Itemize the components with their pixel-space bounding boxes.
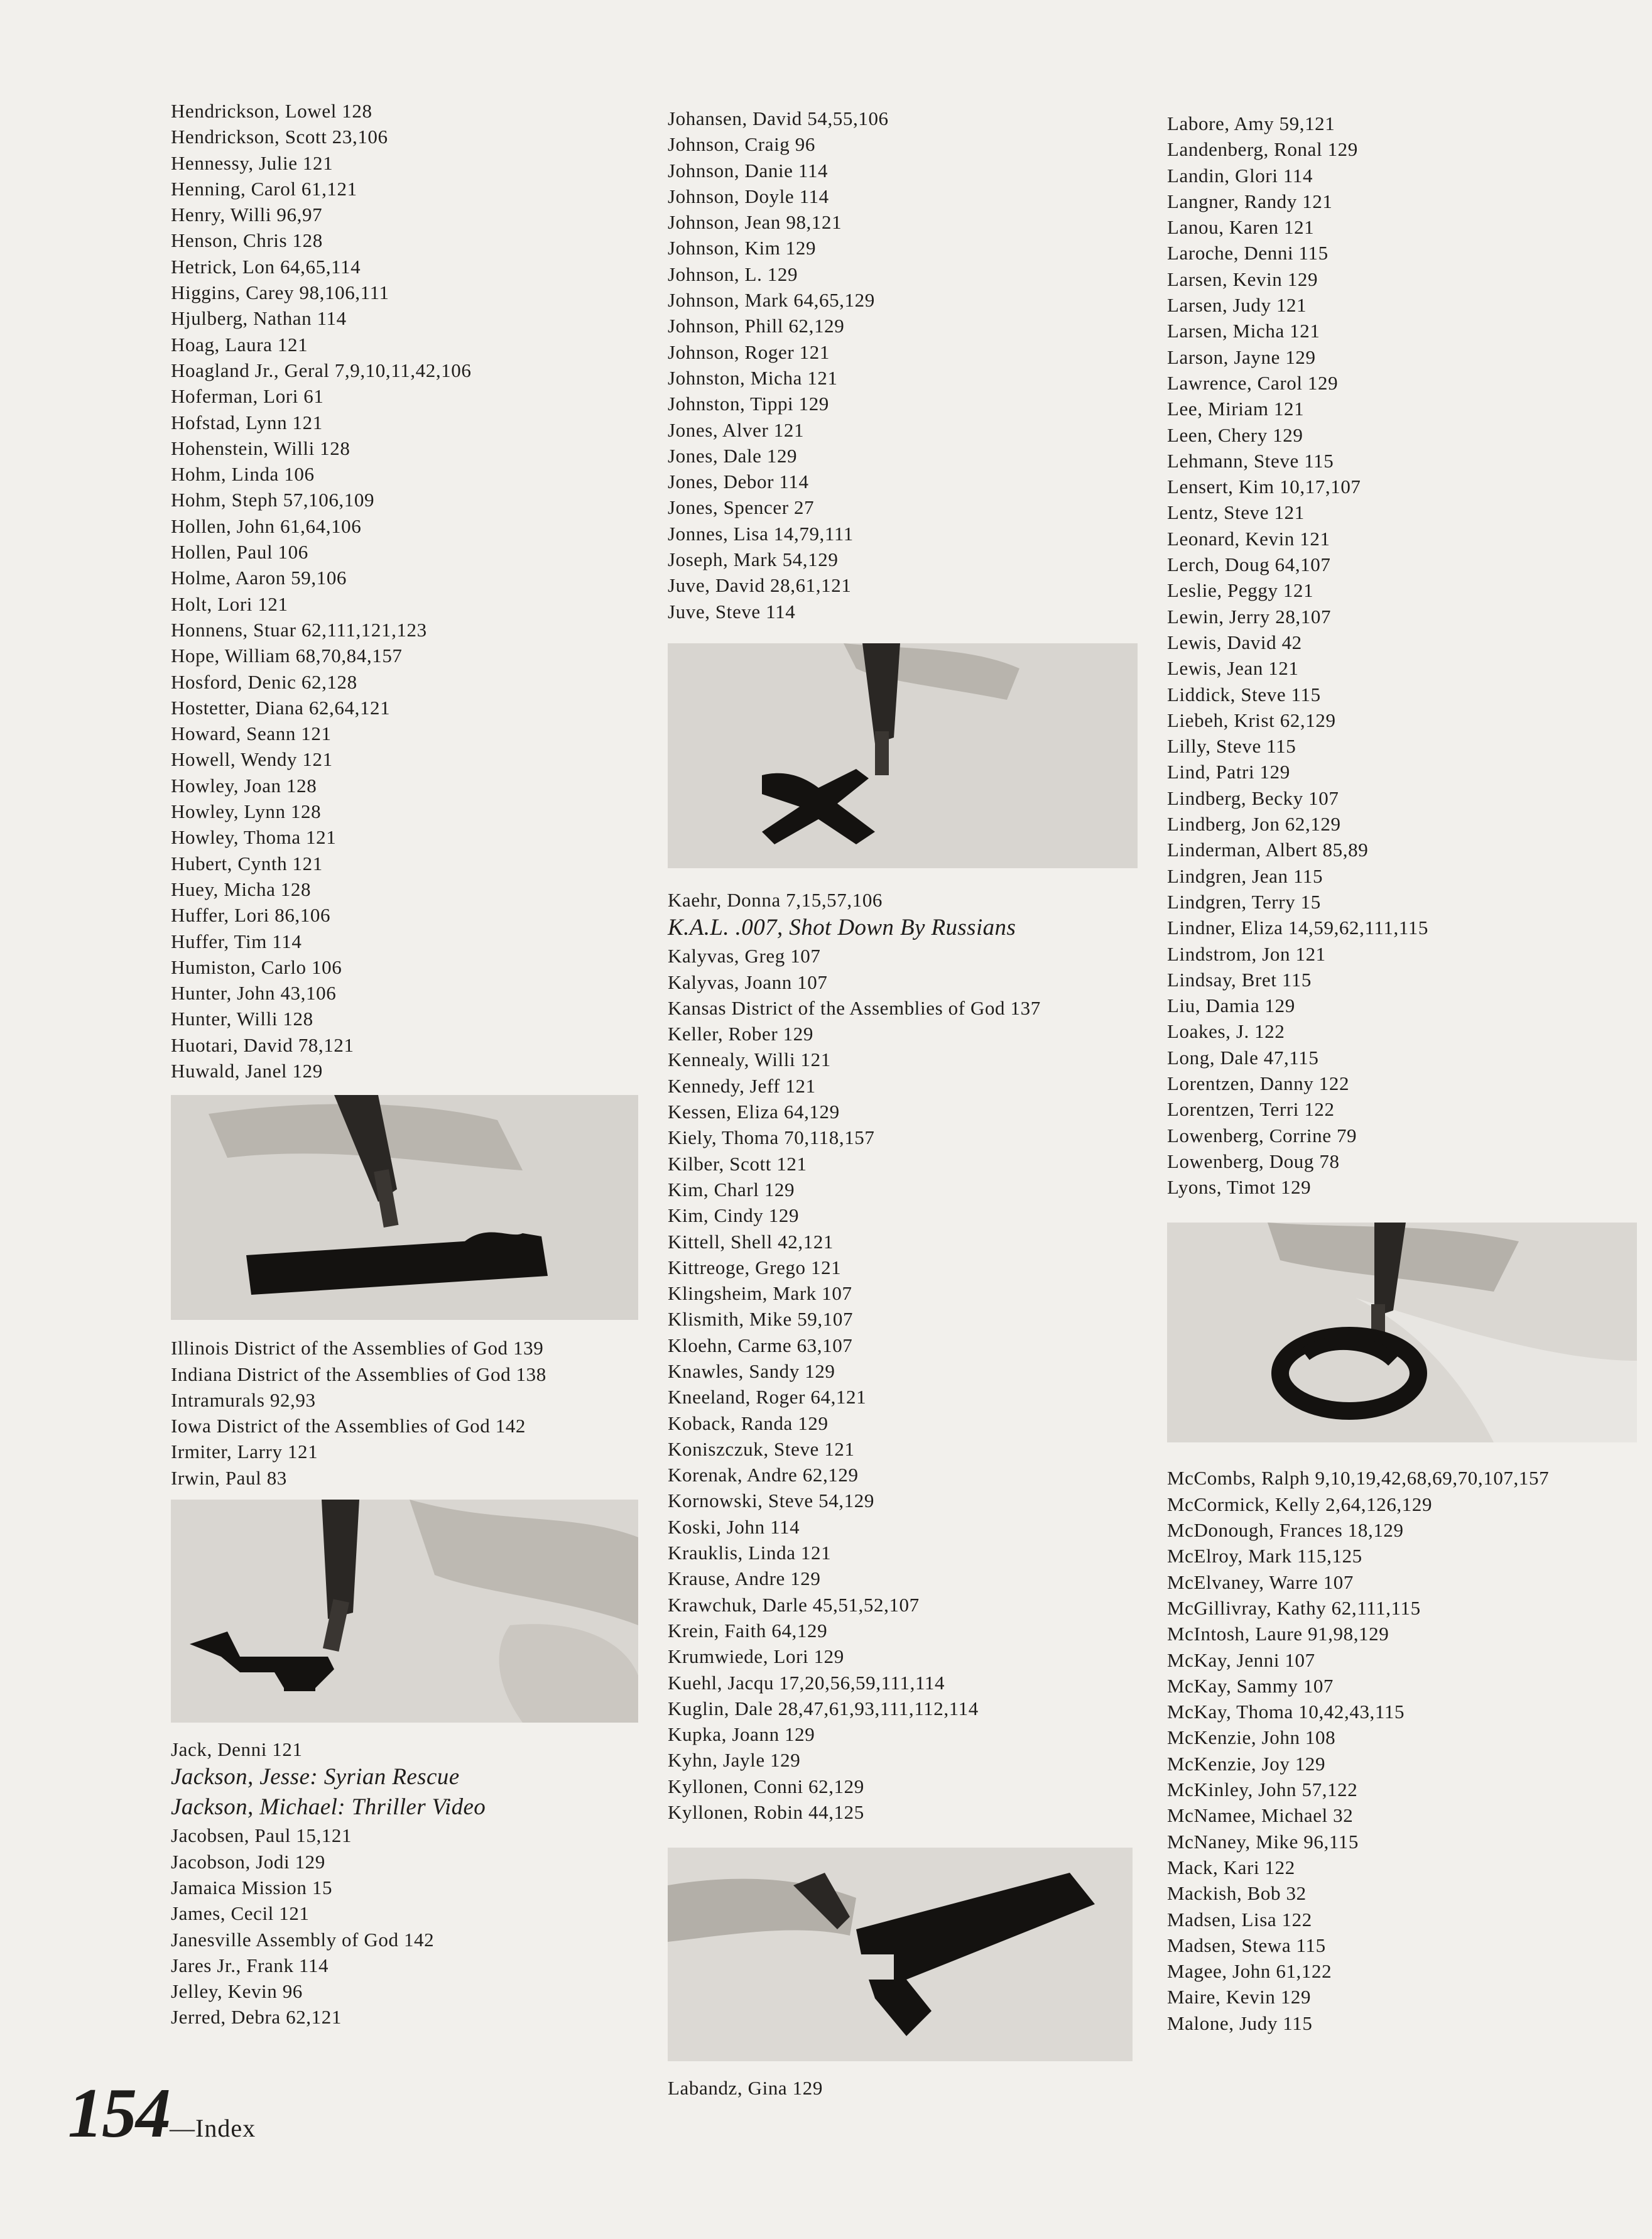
index-entry: Kyllonen, Conni 62,129 [668, 1775, 864, 1797]
index-entry: McElvaney, Warre 107 [1167, 1571, 1354, 1593]
index-entry: Hennessy, Julie 121 [171, 151, 334, 174]
index-entry: McKay, Sammy 107 [1167, 1674, 1334, 1697]
index-entry: Hetrick, Lon 64,65,114 [171, 255, 361, 278]
entry-list-m [1167, 1465, 1632, 2036]
index-entry: Lee, Miriam 121 [1167, 398, 1305, 420]
index-entry: Jack, Denni 121 [171, 1738, 303, 1761]
index-entry: Malone, Judy 115 [1167, 2012, 1313, 2034]
index-entry: Indiana District of the Assemblies of God 138 [171, 1363, 546, 1385]
index-entry: Koski, John 114 [668, 1515, 800, 1538]
index-entry: Kloehn, Carme 63,107 [668, 1334, 853, 1356]
index-entry: Kittell, Shell 42,121 [668, 1230, 834, 1253]
index-entry: Larsen, Judy 121 [1167, 294, 1307, 317]
index-entry: Lindberg, Jon 62,129 [1167, 813, 1341, 836]
index-entry: Larsen, Kevin 129 [1167, 268, 1318, 290]
index-entry: Leonard, Kevin 121 [1167, 527, 1330, 550]
section-label: —Index [170, 2114, 256, 2142]
index-entry: Hohm, Steph 57,106,109 [171, 489, 375, 511]
entry-list-jo [668, 106, 1151, 624]
index-entry: Iowa District of the Assemblies of God 142 [171, 1415, 526, 1437]
index-entry: K.A.L. .007, Shot Down By Russians [668, 915, 1016, 941]
index-entry: Johnson, Kim 129 [668, 237, 817, 259]
index-entry: Keller, Rober 129 [668, 1023, 813, 1045]
index-entry: Leslie, Peggy 121 [1167, 579, 1314, 602]
index-entry: Koback, Randa 129 [668, 1412, 829, 1434]
index-entry: McNaney, Mike 96,115 [1167, 1830, 1359, 1853]
index-column-2 [668, 106, 1151, 2101]
index-entry: Kyllonen, Robin 44,125 [668, 1801, 864, 1824]
index-entry: Kuglin, Dale 28,47,61,93,111,112,114 [668, 1697, 979, 1719]
index-entry: Lorentzen, Terri 122 [1167, 1098, 1335, 1121]
index-entry: Juve, Steve 114 [668, 600, 796, 623]
index-entry: Krause, Andre 129 [668, 1567, 821, 1590]
index-entry: Liebeh, Krist 62,129 [1167, 709, 1336, 731]
index-entry: Klingsheim, Mark 107 [668, 1282, 852, 1305]
index-entry: Jacobsen, Paul 15,121 [171, 1824, 352, 1847]
index-entry: Leen, Chery 129 [1167, 423, 1303, 446]
index-entry: Hendrickson, Lowel 128 [171, 100, 372, 122]
index-entry: Lind, Patri 129 [1167, 761, 1290, 783]
calligraphy-photo-k [668, 643, 1138, 868]
index-entry: Krumwiede, Lori 129 [668, 1645, 844, 1668]
index-entry: Hollen, Paul 106 [171, 541, 308, 564]
index-entry: Huffer, Tim 114 [171, 930, 302, 952]
index-entry: Mack, Kari 122 [1167, 1856, 1295, 1878]
index-entry: Larsen, Micha 121 [1167, 320, 1320, 342]
index-entry: Madsen, Stewa 115 [1167, 1934, 1326, 1956]
index-entry: Irmiter, Larry 121 [171, 1441, 318, 1463]
index-entry: Huwald, Janel 129 [171, 1059, 323, 1082]
index-entry: Hohenstein, Willi 128 [171, 437, 351, 459]
index-entry: McCormick, Kelly 2,64,126,129 [1167, 1493, 1433, 1515]
index-entry: Madsen, Lisa 122 [1167, 1908, 1312, 1931]
index-entry: Laroche, Denni 115 [1167, 242, 1329, 264]
index-entry: Lowenberg, Doug 78 [1167, 1150, 1340, 1172]
index-entry: McKenzie, John 108 [1167, 1726, 1336, 1749]
index-entry: Johnson, Roger 121 [668, 340, 830, 363]
index-entry: James, Cecil 121 [171, 1902, 310, 1925]
index-entry: McElroy, Mark 115,125 [1167, 1545, 1362, 1567]
entry-list-j [171, 1736, 648, 2030]
index-entry: Kessen, Eliza 64,129 [668, 1101, 840, 1123]
index-entry: Long, Dale 47,115 [1167, 1046, 1319, 1069]
index-column-1 [171, 98, 648, 2030]
index-entry: Knawles, Sandy 129 [668, 1359, 835, 1382]
index-entry: Johnston, Tippi 129 [668, 393, 829, 415]
index-entry: Johansen, David 54,55,106 [668, 107, 889, 129]
index-entry: Lewis, David 42 [1167, 631, 1302, 653]
index-entry: Huotari, David 78,121 [171, 1033, 354, 1056]
index-entry: Illinois District of the Assemblies of God 139 [171, 1337, 544, 1359]
index-entry: Magee, John 61,122 [1167, 1960, 1332, 1983]
index-entry: Krawchuk, Darle 45,51,52,107 [668, 1593, 920, 1616]
index-entry: Koniszczuk, Steve 121 [668, 1437, 855, 1460]
index-entry: Jelley, Kevin 96 [171, 1980, 303, 2003]
index-entry: Johnston, Micha 121 [668, 366, 838, 389]
index-entry: Howley, Thoma 121 [171, 826, 337, 849]
index-entry: Larson, Jayne 129 [1167, 346, 1316, 368]
index-entry: Lawrence, Carol 129 [1167, 371, 1339, 394]
index-entry: Henning, Carol 61,121 [171, 177, 357, 200]
index-entry: Lindgren, Jean 115 [1167, 864, 1323, 887]
index-entry: Kittreoge, Grego 121 [668, 1256, 842, 1278]
index-entry: Jacobson, Jodi 129 [171, 1850, 325, 1873]
index-entry: Holt, Lori 121 [171, 592, 288, 615]
index-entry: Intramurals 92,93 [171, 1388, 316, 1411]
index-entry: Hofstad, Lynn 121 [171, 411, 323, 433]
index-entry: Hostetter, Diana 62,64,121 [171, 696, 391, 719]
index-entry: Henson, Chris 128 [171, 229, 323, 252]
index-entry: Joseph, Mark 54,129 [668, 548, 839, 571]
entry-list-k [668, 887, 1151, 1825]
index-entry: Kuehl, Jacqu 17,20,56,59,111,114 [668, 1671, 945, 1694]
index-entry: Liu, Damia 129 [1167, 994, 1295, 1017]
index-entry: Hope, William 68,70,84,157 [171, 645, 403, 667]
index-entry: Labandz, Gina 129 [668, 2077, 823, 2100]
index-entry: McCombs, Ralph 9,10,19,42,68,69,70,107,157 [1167, 1467, 1550, 1490]
index-entry: Kilber, Scott 121 [668, 1152, 807, 1175]
index-entry: Johnson, Jean 98,121 [668, 211, 842, 234]
index-entry: McKinley, John 57,122 [1167, 1779, 1358, 1801]
index-entry: Hoagland Jr., Geral 7,9,10,11,42,106 [171, 359, 472, 381]
index-entry: Howell, Wendy 121 [171, 748, 333, 771]
index-entry: McDonough, Frances 18,129 [1167, 1519, 1404, 1542]
calligraphy-photo-bar [171, 1095, 638, 1320]
index-entry: Jonnes, Lisa 14,79,111 [668, 522, 854, 545]
index-entry: Hosford, Denic 62,128 [171, 670, 357, 693]
index-entry: Lewis, Jean 121 [1167, 657, 1299, 680]
index-entry: Klismith, Mike 59,107 [668, 1308, 854, 1331]
index-entry: Howard, Seann 121 [171, 722, 332, 745]
index-entry: Lanou, Karen 121 [1167, 216, 1315, 239]
index-entry: Kennedy, Jeff 121 [668, 1074, 816, 1097]
page-folio [68, 2073, 256, 2154]
index-entry: Jares Jr., Frank 114 [171, 1954, 329, 1976]
index-entry: Holme, Aaron 59,106 [171, 567, 347, 589]
index-entry: Maire, Kevin 129 [1167, 1986, 1312, 2008]
index-entry: Jones, Spencer 27 [668, 496, 815, 519]
index-entry: Lowenberg, Corrine 79 [1167, 1124, 1357, 1147]
index-entry: Landenberg, Ronal 129 [1167, 138, 1358, 161]
index-entry: Lindstrom, Jon 121 [1167, 942, 1326, 965]
index-entry: Kim, Charl 129 [668, 1178, 795, 1201]
index-entry: Lerch, Doug 64,107 [1167, 553, 1331, 576]
index-entry: Hjulberg, Nathan 114 [171, 307, 347, 330]
entry-list-i [171, 1335, 648, 1491]
index-entry: Hollen, John 61,64,106 [171, 515, 362, 537]
index-entry: Henry, Willi 96,97 [171, 204, 323, 226]
index-entry: Jamaica Mission 15 [171, 1876, 333, 1899]
index-entry: McNamee, Michael 32 [1167, 1804, 1354, 1827]
index-entry: Jackson, Michael: Thriller Video [171, 1794, 486, 1821]
index-entry: McKay, Jenni 107 [1167, 1648, 1315, 1671]
index-entry: Kiely, Thoma 70,118,157 [668, 1126, 875, 1149]
index-entry: Langner, Randy 121 [1167, 190, 1333, 212]
index-entry: Lentz, Steve 121 [1167, 501, 1305, 524]
index-entry: Lilly, Steve 115 [1167, 735, 1296, 758]
index-entry: Huey, Micha 128 [171, 878, 312, 900]
index-entry: Jones, Alver 121 [668, 418, 805, 441]
index-entry: Johnson, Phill 62,129 [668, 315, 845, 337]
index-entry: Krein, Faith 64,129 [668, 1619, 828, 1642]
index-entry: Kupka, Joann 129 [668, 1723, 815, 1746]
page-number: 154 [68, 2074, 170, 2152]
index-entry: McKay, Thoma 10,42,43,115 [1167, 1701, 1405, 1723]
index-entry: Howley, Lynn 128 [171, 800, 322, 823]
index-entry: Johnson, Mark 64,65,129 [668, 289, 875, 312]
calligraphy-photo-l [668, 1848, 1133, 2061]
index-entry: Jones, Dale 129 [668, 444, 798, 467]
entry-list-h [171, 98, 648, 1084]
calligraphy-photo-j [171, 1500, 638, 1723]
index-entry: Korenak, Andre 62,129 [668, 1464, 859, 1486]
index-entry: Lensert, Kim 10,17,107 [1167, 476, 1361, 498]
index-entry: Liddick, Steve 115 [1167, 683, 1321, 705]
index-entry: Huffer, Lori 86,106 [171, 904, 331, 927]
index-entry: Hunter, John 43,106 [171, 982, 337, 1005]
index-entry: Kim, Cindy 129 [668, 1204, 800, 1227]
index-entry: Labore, Amy 59,121 [1167, 112, 1335, 134]
entry-list-l-col2 [668, 2075, 1151, 2101]
index-entry: Hunter, Willi 128 [171, 1008, 313, 1030]
index-entry: McKenzie, Joy 129 [1167, 1752, 1326, 1775]
index-entry: Higgins, Carey 98,106,111 [171, 281, 389, 304]
index-entry: Kennealy, Willi 121 [668, 1049, 831, 1071]
index-entry: Kornowski, Steve 54,129 [668, 1490, 874, 1512]
index-entry: Hoferman, Lori 61 [171, 385, 324, 408]
index-column-3 [1167, 111, 1632, 2036]
index-entry: Jones, Debor 114 [668, 471, 809, 493]
index-entry: Mackish, Bob 32 [1167, 1882, 1307, 1905]
index-entry: Kyhn, Jayle 129 [668, 1749, 801, 1772]
index-entry: Johnson, L. 129 [668, 263, 798, 285]
index-entry: Kneeland, Roger 64,121 [668, 1386, 867, 1408]
index-entry: Kansas District of the Assemblies of God 137 [668, 996, 1041, 1019]
index-entry: Johnson, Doyle 114 [668, 185, 829, 207]
index-entry: Kalyvas, Joann 107 [668, 971, 828, 993]
index-entry: Lindgren, Terry 15 [1167, 890, 1321, 913]
index-entry: Lorentzen, Danny 122 [1167, 1072, 1350, 1094]
index-entry: McGillivray, Kathy 62,111,115 [1167, 1596, 1421, 1619]
index-entry: Janesville Assembly of God 142 [171, 1928, 435, 1951]
index-entry: Jackson, Jesse: Syrian Rescue [171, 1764, 460, 1790]
index-entry: Hohm, Linda 106 [171, 463, 315, 486]
index-entry: Lehmann, Steve 115 [1167, 449, 1334, 472]
index-entry: Juve, David 28,61,121 [668, 574, 852, 597]
index-entry: Lindberg, Becky 107 [1167, 787, 1339, 809]
index-entry: Lewin, Jerry 28,107 [1167, 605, 1332, 628]
index-entry: Loakes, J. 122 [1167, 1020, 1285, 1043]
index-entry: Johnson, Danie 114 [668, 159, 829, 182]
index-entry: Landin, Glori 114 [1167, 164, 1313, 187]
index-entry: Kalyvas, Greg 107 [668, 945, 821, 967]
index-entry: Jerred, Debra 62,121 [171, 2006, 342, 2029]
index-entry: Hoag, Laura 121 [171, 333, 308, 356]
index-entry: McIntosh, Laure 91,98,129 [1167, 1623, 1389, 1645]
index-entry: Hubert, Cynth 121 [171, 852, 323, 874]
index-entry: Humiston, Carlo 106 [171, 956, 342, 978]
index-entry: Lindsay, Bret 115 [1167, 968, 1312, 991]
index-entry: Linderman, Albert 85,89 [1167, 839, 1369, 861]
index-entry: Johnson, Craig 96 [668, 133, 815, 156]
index-entry: Kaehr, Donna 7,15,57,106 [668, 888, 883, 911]
index-entry: Howley, Joan 128 [171, 774, 317, 797]
index-entry: Irwin, Paul 83 [171, 1466, 287, 1489]
index-entry: Honnens, Stuar 62,111,121,123 [171, 618, 427, 641]
index-entry: Krauklis, Linda 121 [668, 1542, 832, 1564]
entry-list-l [1167, 111, 1632, 1200]
calligraphy-photo-m [1167, 1223, 1637, 1442]
index-entry: Lyons, Timot 129 [1167, 1176, 1312, 1199]
index-entry: Hendrickson, Scott 23,106 [171, 126, 388, 148]
index-entry: Lindner, Eliza 14,59,62,111,115 [1167, 917, 1428, 939]
